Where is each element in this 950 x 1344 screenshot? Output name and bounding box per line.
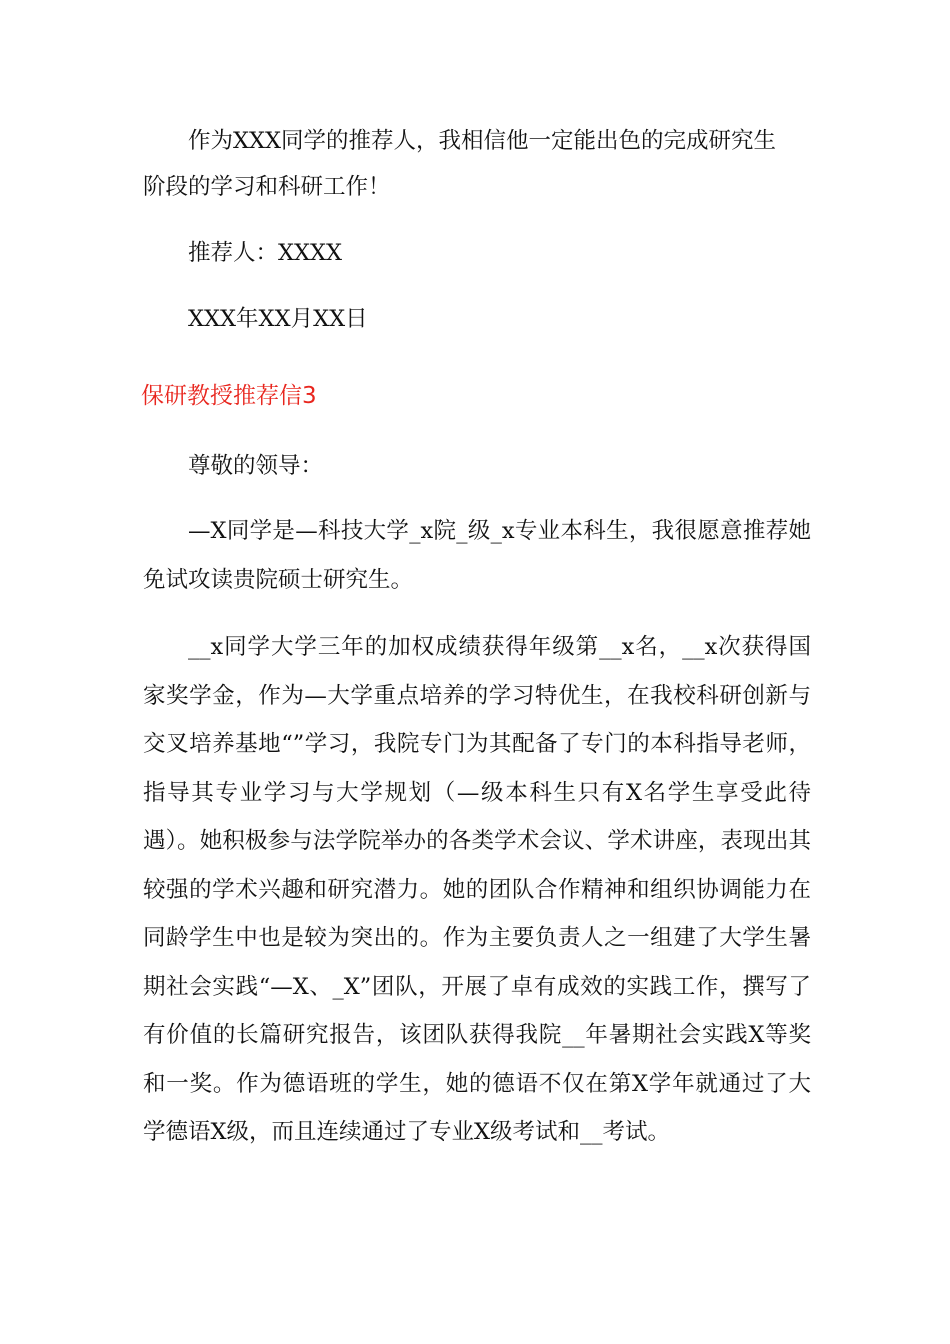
paragraph-introduction: —X同学是—科技大学_x院_级_x专业本科生，我很愿意推荐她免试攻读贵院硕士研究生。: [143, 518, 811, 593]
section-heading: 保研教授推荐信3: [141, 383, 317, 409]
paragraph-achievements: __x同学大学三年的加权成绩获得年级第__x名，__x次获得国家奖学金，作为—大学重点培养的学习特优生，在我校科研创新与交叉培养基地“”学习，我院专门为其配备了专门的本科指导老师，指导其专业学习与大学规划（—级本科生只有X名学生享受此待遇）。她积极参与法学院举办的各类学术会议、学术讲座，表现出其较强的学术兴趣和研究潜力。她的团队合作精神和组织协调能力在同龄学生中也是较为突出的。作为主要负责人之一组建了大学生暑期社会实践“—X、_X”团队，开展了卓有成效的实践工作，撰写了有价值的长篇研究报告，该团队获得我院__年暑期社会实践X等奖和一奖。作为德语班的学生，她的德语不仅在第X学年就通过了大学德语X级，而且连续通过了专业X级考试和__考试。: [143, 634, 811, 1145]
document-page: [143, 118, 811, 1157]
letter-date: XXX年XX月XX日: [188, 306, 368, 332]
salutation: 尊敬的领导：: [188, 453, 324, 479]
closing-paragraph: 作为XXX同学的推荐人，我相信他一定能出色的完成研究生阶段的学习和科研工作！: [143, 128, 777, 200]
recommender-signature: 推荐人：XXXX: [188, 240, 343, 266]
